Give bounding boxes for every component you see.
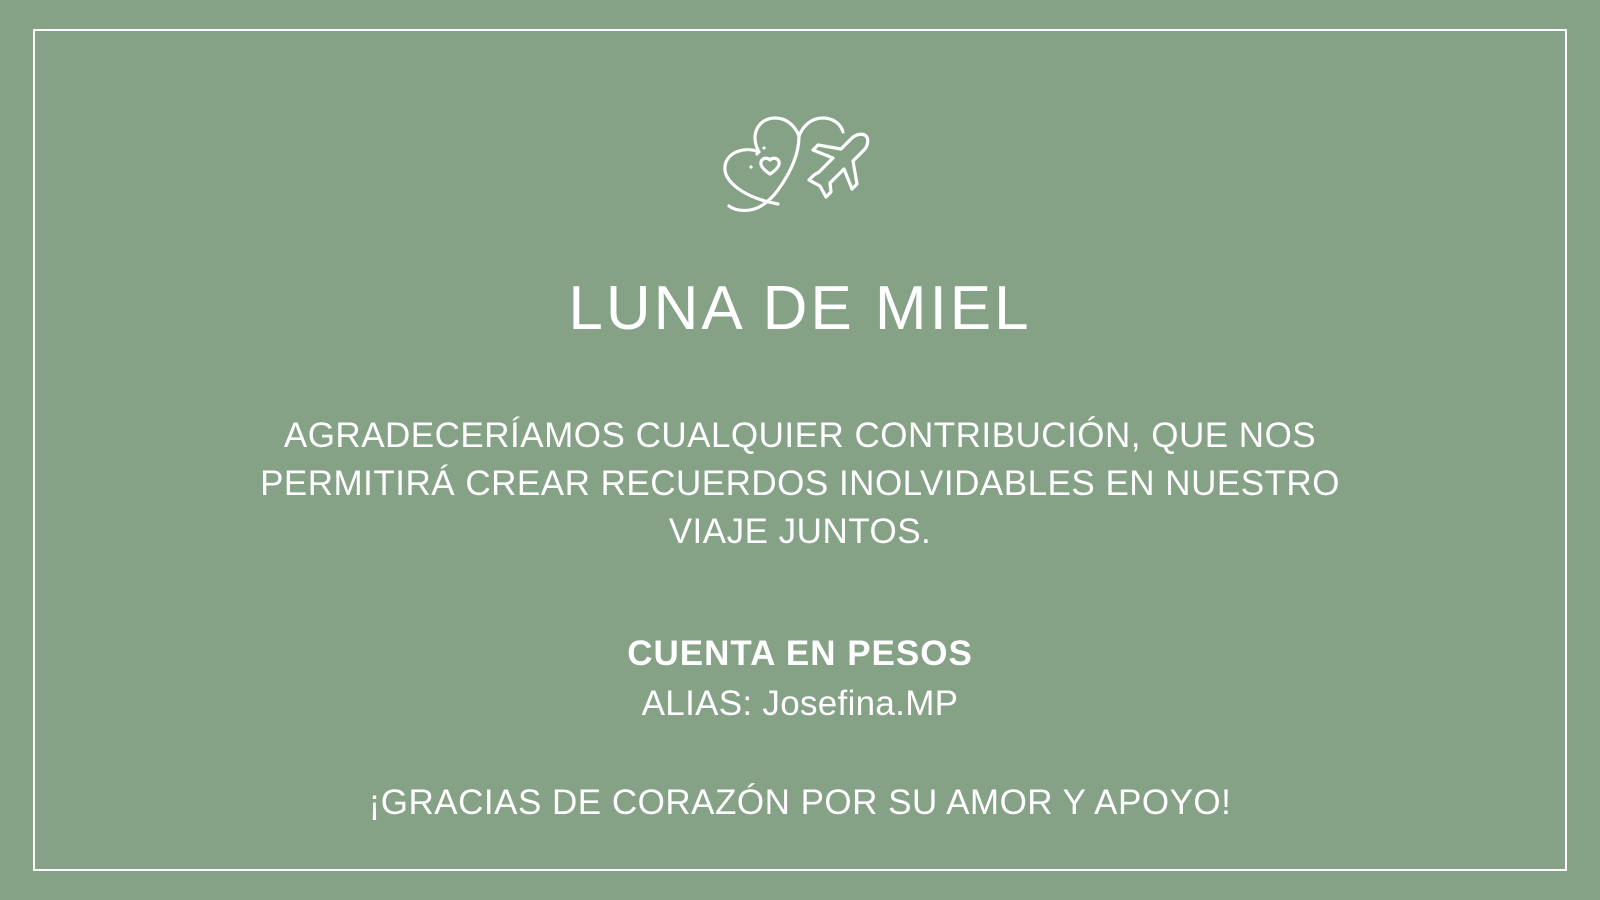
heart-airplane-travel-icon bbox=[710, 108, 890, 228]
account-alias: ALIAS: Josefina.MP bbox=[641, 684, 959, 724]
account-heading: CUENTA EN PESOS bbox=[627, 634, 973, 674]
contribution-message: AGRADECERÍAMOS CUALQUIER CONTRIBUCIÓN, QUE NOS PERMITIRÁ CREAR RECUERDOS INOLVIDABLES EN NUESTRO VIAJE JUNTOS. bbox=[260, 415, 1340, 552]
account-details bbox=[627, 633, 973, 725]
page-title: LUNA DE MIEL bbox=[568, 274, 1032, 343]
thank-you-message: ¡GRACIAS DE CORAZÓN POR SU AMOR Y APOYO! bbox=[368, 783, 1232, 823]
